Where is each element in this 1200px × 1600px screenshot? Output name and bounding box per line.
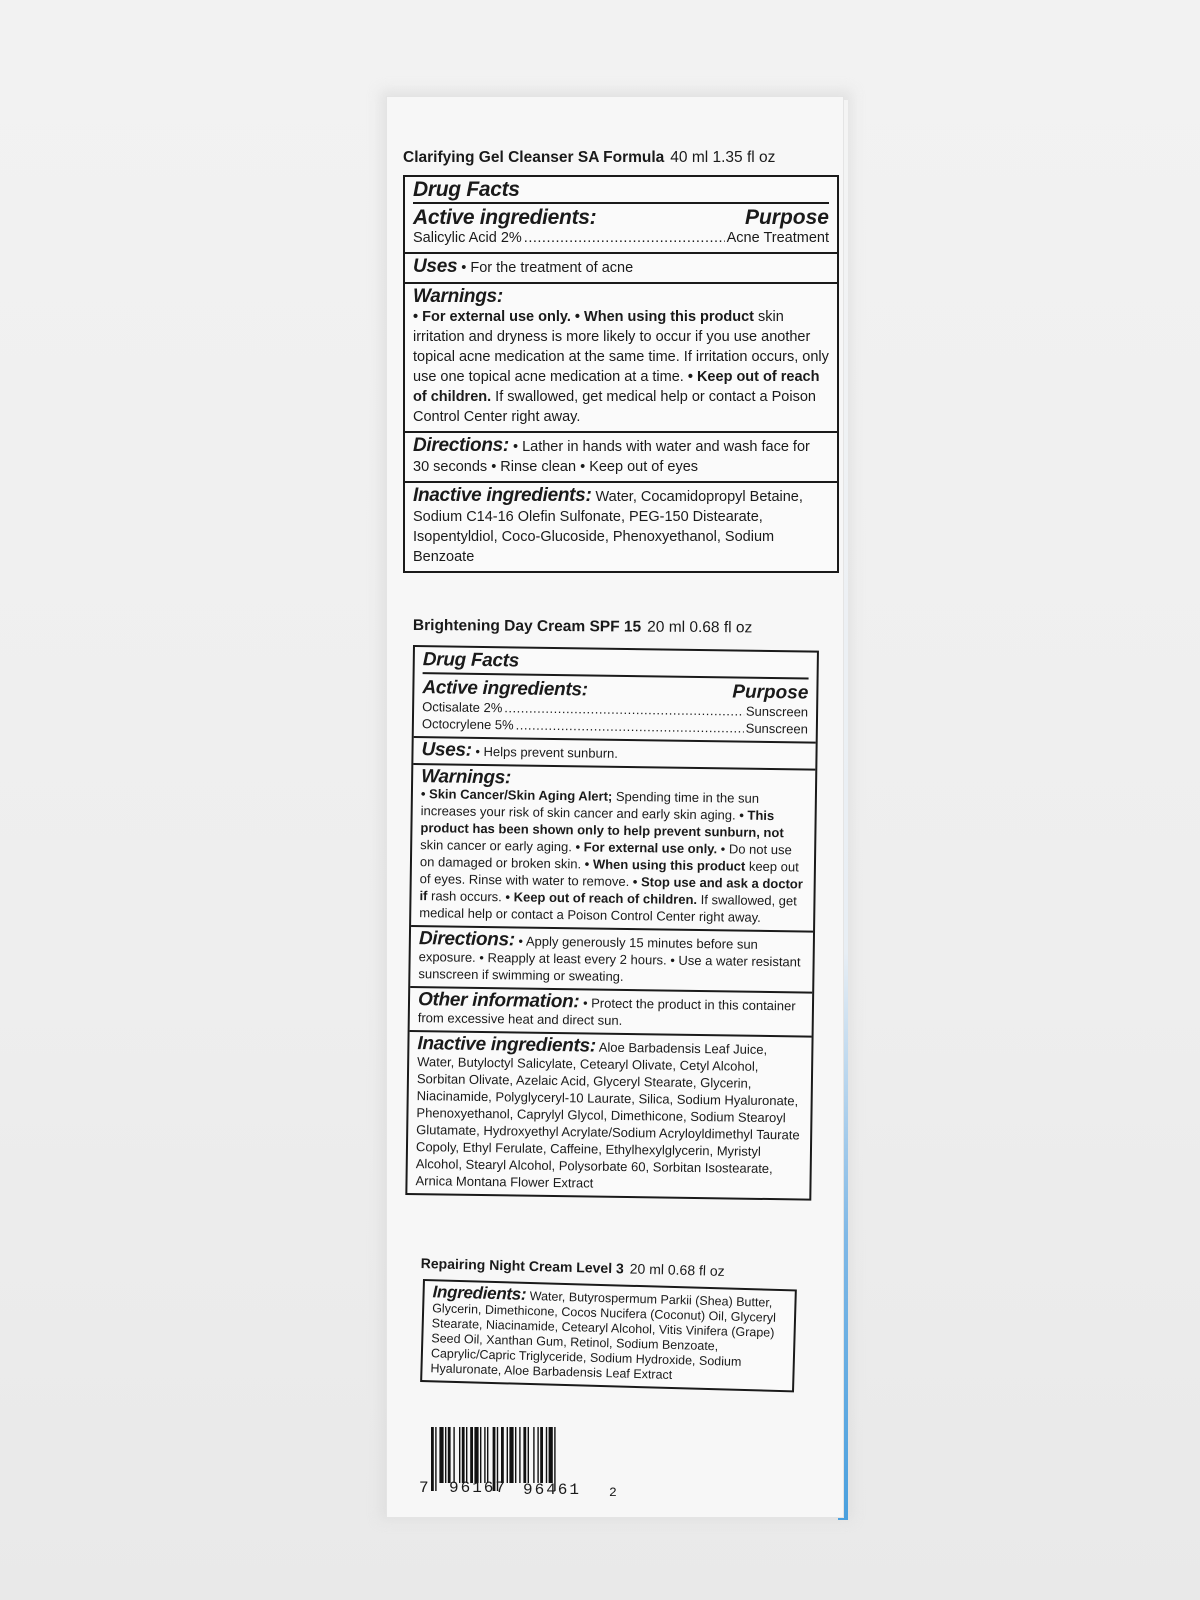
- active-ingredients-heading: Active ingredients:: [422, 677, 588, 701]
- day-cream-title: Brightening Day Cream SPF 15 20 ml 0.68 fl oz: [412, 617, 753, 637]
- barcode-bar: [533, 1427, 534, 1483]
- other-information-section: Other information: • Protect the product in this container from excessive heat and direct sun.: [410, 986, 813, 1036]
- barcode-bar: [474, 1427, 478, 1483]
- inactive-ingredients-section: Inactive ingredients: Aloe Barbadensis Leaf Juice, Water, Butyloctyl Salicylate, Cetearyl Olivate, Cetyl Alcohol, Sorbitan Olivate, Azelaic Acid, Glyceryl Stearate, Glycerin, Niacinamide, Polyglyceryl-10 Laurate, Silica, Sodium Hyaluronate, Phenoxyethanol, Caprylyl Glycol, Dimethicone, Sodium Stearoyl Glutamate, Hydroxyethyl Acrylate/Sodium Acryloyldimethyl Taurate Copoly, Ethyl Ferulate, Caffeine, Ethylhexylglycerin, Myristyl Alcohol, Stearyl Alcohol, Polysorbate 60, Sorbitan Isostearate, Arnica Montana Flower Extract: [407, 1030, 811, 1199]
- directions-section: Directions: • Apply generously 15 minutes before sun exposure. • Reapply at least every 2 hours. • Use a water resistant sunscreen if swimming or sweating.: [410, 925, 813, 992]
- barcode-bar: [480, 1427, 481, 1483]
- barcode-bar: [431, 1427, 434, 1491]
- barcode-bar: [501, 1427, 504, 1483]
- barcode-bar: [507, 1427, 508, 1483]
- inactive-ingredients-section: Inactive ingredients: Water, Cocamidopropyl Betaine, Sodium C14-16 Olefin Sulfonate, PEG-150 Distearate, Isopentyldiol, Coco-Glucoside, Phenoxyethanol, Sodium Benzoate: [405, 481, 837, 571]
- active-ingredient-row: Octocrylene 5% ..... Sunscreen: [422, 715, 808, 737]
- night-cream-title: Repairing Night Cream Level 3 20 ml 0.68 fl oz: [420, 1255, 725, 1279]
- directions-section: Directions: • Lather in hands with water and wash face for 30 seconds • Rinse clean • Keep out of eyes: [405, 431, 837, 481]
- barcode-right-digits: 96461: [523, 1481, 582, 1499]
- purpose-heading: Purpose: [732, 681, 809, 704]
- uses-section: Uses: • Helps prevent sunburn.: [413, 736, 815, 769]
- drug-facts-heading: Drug Facts: [413, 178, 520, 201]
- night-cream-ingredients-panel: [420, 1279, 797, 1392]
- product-box-side-panel: [386, 96, 844, 1518]
- barcode-bar: [546, 1427, 547, 1483]
- purpose-heading: Purpose: [744, 206, 829, 229]
- drug-facts-heading: Drug Facts: [422, 649, 520, 672]
- barcode-bar: [540, 1427, 543, 1483]
- barcode: [419, 1427, 617, 1502]
- barcode-bar: [523, 1427, 526, 1483]
- barcode-bar: [537, 1427, 538, 1483]
- uses-section: Uses • For the treatment of acne: [405, 252, 837, 282]
- ingredients-section: Ingredients: Water, Butyrospermum Parkii (Shea) Butter, Glycerin, Dimethicone, Cocos Nucifera (Coconut) Oil, Glyceryl Stearate, Niacinamide, Cetearyl Alcohol, Vitis Vinifera (Grape) Seed Oil, Xanthan Gum, Retinol, Sodium Benzoate, Caprylic/Capric Triglyceride, Sodium Hydroxide, Sodium Hyaluronate, Aloe Barbadensis Leaf Extract: [430, 1282, 777, 1382]
- barcode-bar: [445, 1427, 446, 1483]
- barcode-bar: [462, 1427, 465, 1483]
- barcode-bar: [528, 1427, 529, 1483]
- barcode-bar: [466, 1427, 467, 1483]
- barcode-bar: [549, 1427, 553, 1483]
- barcode-lead-digit: 7: [419, 1479, 429, 1497]
- barcode-bar: [435, 1427, 436, 1491]
- warnings-section: Warnings: • Skin Cancer/Skin Aging Alert; Spending time in the sun increases your risk of skin cancer and early skin aging. • This product has been shown only to help prevent sunburn, not skin cancer or early aging. • For external use only. • Do not use on damaged or broken skin. • When using this product keep out of eyes. Rinse with water to remove. • Stop use and ask a doctor if rash occurs. • Keep out of reach of children. If swallowed, get medical help or contact a Poison Control Center right away.: [411, 763, 815, 931]
- warnings-section: Warnings: • For external use only. • When using this product skin irritation and dryness is more likely to occur if you use another topical acne medication at the same time. If irritation occurs, only use one topical acne medication at a time. • Keep out of reach of children. If swallowed, get medical help or contact a Poison Control Center right away.: [405, 282, 837, 431]
- active-ingredient-row: Octisalate 2% ..... Sunscreen: [422, 698, 808, 720]
- barcode-left-digits: 96167: [449, 1479, 508, 1497]
- barcode-bar: [484, 1427, 485, 1483]
- barcode-bar: [448, 1427, 451, 1483]
- barcode-bar: [453, 1427, 454, 1483]
- active-ingredients-heading: Active ingredients:: [413, 206, 597, 229]
- barcode-bar: [519, 1427, 520, 1483]
- cleanser-title: Clarifying Gel Cleanser SA Formula 40 ml 1.35 fl oz: [403, 149, 776, 166]
- barcode-bar: [515, 1427, 516, 1483]
- barcode-check-digit: 2: [609, 1485, 617, 1500]
- barcode-bar: [470, 1427, 473, 1483]
- barcode-bar: [439, 1427, 443, 1483]
- barcode-bar: [487, 1427, 488, 1483]
- cleanser-drug-facts-panel: [403, 175, 839, 573]
- barcode-bar: [509, 1427, 513, 1483]
- active-ingredient-row: Salicylic Acid 2% ..... Acne Treatment: [413, 228, 829, 248]
- barcode-bar: [459, 1427, 460, 1483]
- day-cream-drug-facts-panel: [405, 645, 819, 1201]
